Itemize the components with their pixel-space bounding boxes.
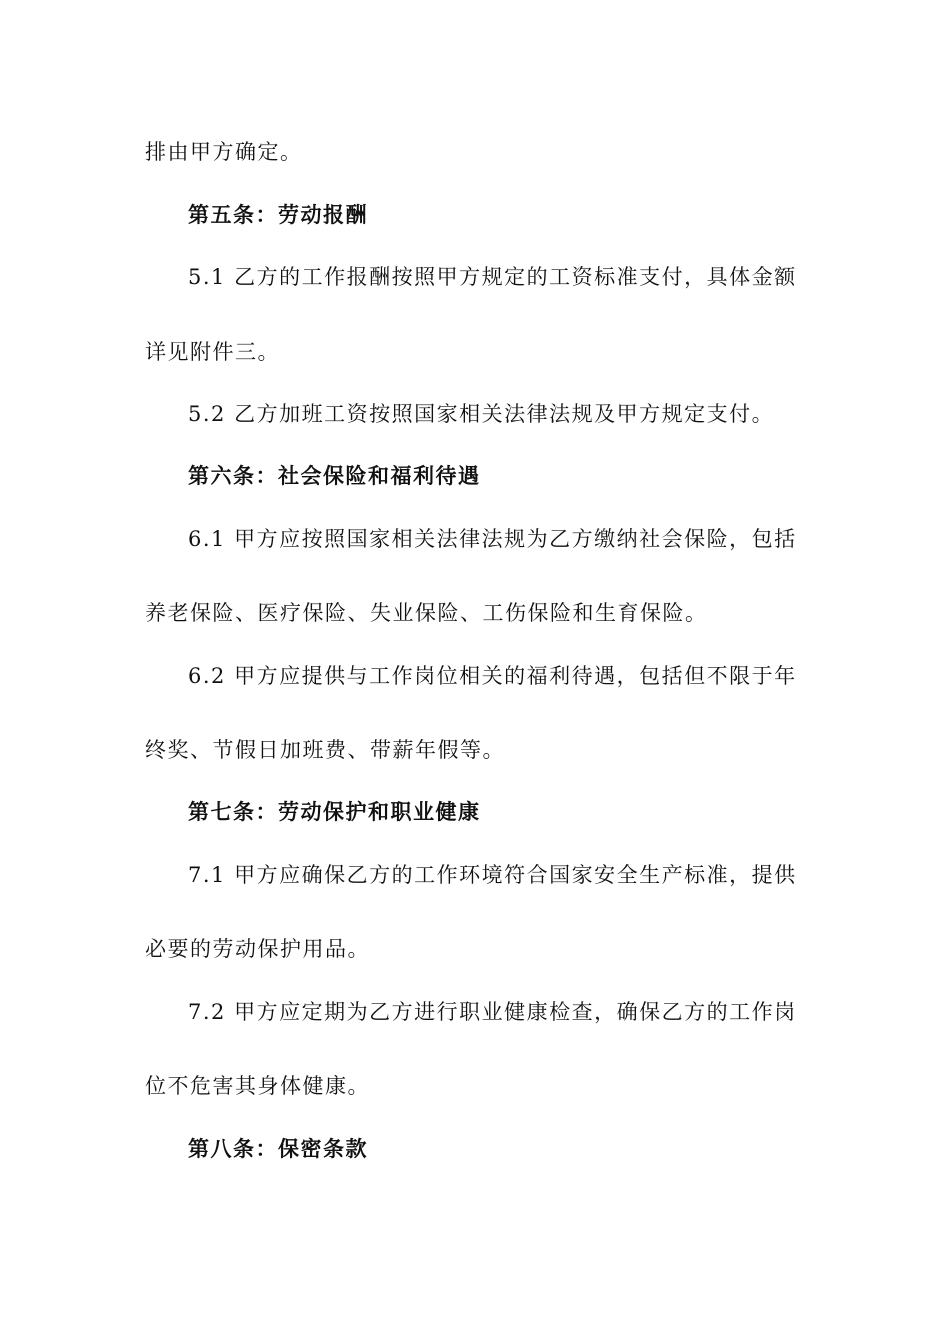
- clause-6-2-line-2: 终奖、节假日加班费、带薪年假等。: [145, 738, 505, 762]
- article-heading: 第五条：劳动报酬: [188, 203, 368, 227]
- clause-5-1-line-2: 详见附件三。: [145, 340, 280, 364]
- clause-7-2-line-1: 7.2 甲方应定期为乙方进行职业健康检查，确保乙方的工作岗: [188, 1000, 797, 1024]
- clause-6-1-line-2: 养老保险、医疗保险、失业保险、工伤保险和生育保险。: [145, 601, 708, 625]
- body-text-line: 排由甲方确定。: [145, 140, 303, 164]
- clause-7-1-line-1: 7.1 甲方应确保乙方的工作环境符合国家安全生产标准，提供: [188, 863, 797, 887]
- clause-5-1-line-1: 5.1 乙方的工作报酬按照甲方规定的工资标准支付，具体金额: [188, 265, 797, 289]
- clause-7-1-line-2: 必要的劳动保护用品。: [145, 937, 370, 961]
- clause-5-2: 5.2 乙方加班工资按照国家相关法律法规及甲方规定支付。: [188, 402, 775, 426]
- clause-6-1-line-1: 6.1 甲方应按照国家相关法律法规为乙方缴纳社会保险，包括: [188, 527, 797, 551]
- article-heading: 第七条：劳动保护和职业健康: [188, 800, 481, 824]
- article-heading: 第六条：社会保险和福利待遇: [188, 464, 481, 488]
- clause-6-2-line-1: 6.2 甲方应提供与工作岗位相关的福利待遇，包括但不限于年: [188, 664, 797, 688]
- clause-7-2-line-2: 位不危害其身体健康。: [145, 1074, 370, 1098]
- article-heading: 第八条：保密条款: [188, 1137, 368, 1161]
